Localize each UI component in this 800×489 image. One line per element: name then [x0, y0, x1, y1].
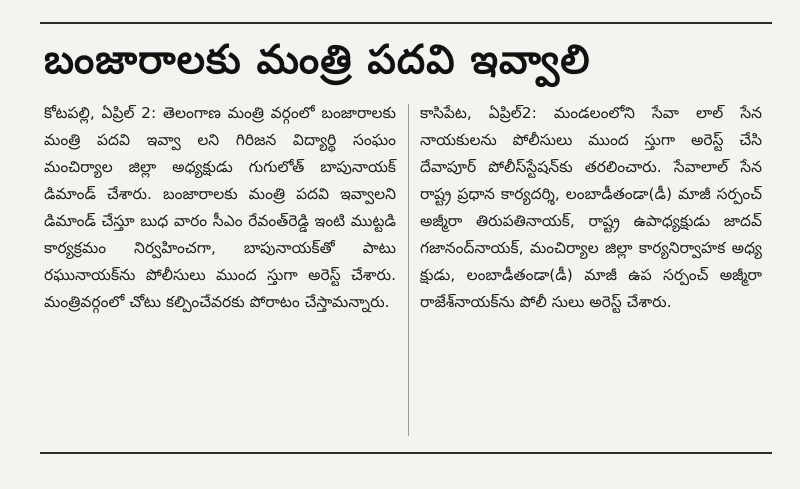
article-column-left: [44, 100, 396, 316]
cropped-next-article: [0, 466, 800, 489]
column-right-text: కాసిపేట, ఏప్రిల్2: మండలంలోని సేవా లాల్ సేన నాయకులను పోలీసులు ముంద స్తుగా అరెస్ట్ చేసి దేవాపూర్ పోలీస్‌స్టేషన్‌కు తరలించారు. సేవాలాల్ సేన రాష్ట్ర ప్రధాన కార్యదర్శి, లంబాడీతండా(డీ) మాజీ సర్పంచ్ అజ్మీరా తిరుపతినాయక్, రాష్ట్ర ఉపాధ్యక్షుడు జాదవ్ గజానంద్‌నాయక్, మంచిర్యాల జిల్లా కార్యనిర్వాహక అధ్య క్షుడు, లంబాడీతండా(డీ) మాజీ ఉప సర్పంచ్ అజ్మీరా రాజేశ్‌నాయక్‌ను పోలీ సులు అరెస్ట్ చేశారు.: [420, 104, 762, 311]
bottom-rule: [40, 452, 772, 454]
column-left-text: కోటపల్లి, ఏప్రిల్ 2: తెలంగాణ మంత్రి వర్గంలో బంజారాలకు మంత్రి పదవి ఇవ్వా లని గిరిజన విద్యార్థి సంఘం మంచిర్యాల జిల్లా అధ్యక్షుడు గుగులోత్ బాపునాయక్ డిమాండ్ చేశారు. బంజారాలకు మంత్రి పదవి ఇవ్వాలని డిమాండ్ చేస్తూ బుధ వారం సీఎం రేవంత్‌రెడ్డి ఇంటి ముట్టడి కార్యక్రమం నిర్వహించగా, బాపునాయక్‌తో పాటు రఘునాయక్‌ను పోలీసులు ముంద స్తుగా అరెస్ట్ చేశారు. మంత్రివర్గంలో చోటు కల్పించేవరకు పోరాటం చేస్తామన్నారు.: [44, 104, 396, 311]
top-rule: [40, 22, 772, 24]
cropped-previous-article: [0, 0, 800, 20]
column-divider: [408, 104, 409, 436]
article-column-right: [420, 100, 762, 316]
headline: బంజారాలకు మంత్రి పదవి ఇవ్వాలి: [44, 37, 591, 83]
